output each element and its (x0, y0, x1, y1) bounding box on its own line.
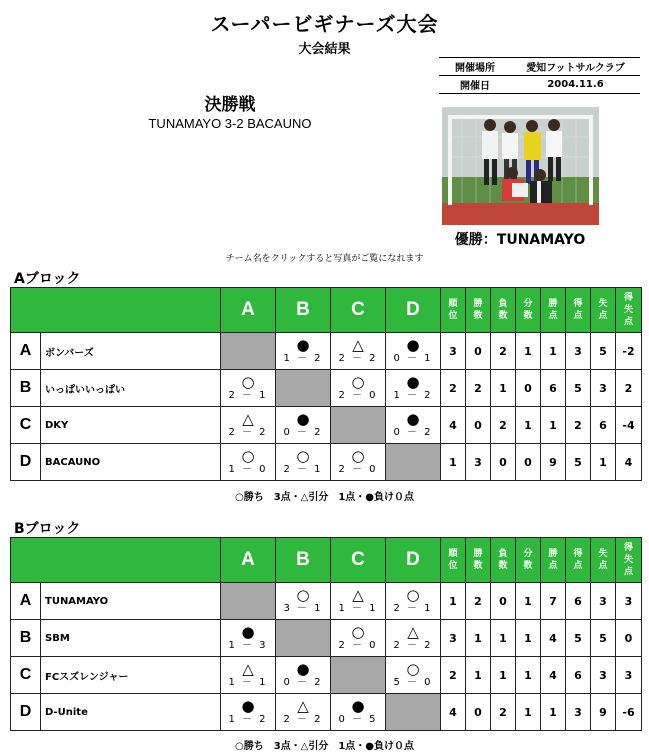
row-label: D (11, 694, 41, 731)
stat-value: 3 (591, 657, 616, 694)
venue-label: 開催場所 (439, 58, 511, 76)
stat-value: 2 (441, 370, 466, 407)
stat-header: 負数 (491, 288, 516, 333)
date-value: 2004.11.6 (511, 76, 640, 94)
match-result-cell (221, 407, 276, 444)
self-match-cell (221, 333, 276, 370)
stat-value: 3 (591, 370, 616, 407)
stat-value: 0 (516, 370, 541, 407)
stat-value: -6 (616, 694, 642, 731)
result-symbol: ○ (406, 660, 420, 678)
match-score: 1 － 2 (228, 714, 268, 725)
result-symbol: ○ (296, 586, 310, 604)
stat-value: 2 (491, 333, 516, 370)
stat-value: 3 (616, 657, 642, 694)
stat-header: 分数 (516, 538, 541, 583)
result-symbol: ○ (351, 623, 365, 641)
stat-value: 5 (566, 444, 591, 481)
match-result-cell (331, 444, 386, 481)
stat-value: 1 (441, 583, 466, 620)
table-row (11, 657, 642, 694)
result-symbol: ● (296, 660, 310, 678)
click-note: チーム名をクリックすると写真がご覧になれます (225, 254, 424, 264)
stat-value: 1 (491, 370, 516, 407)
row-label: C (11, 657, 41, 694)
stat-value: 1 (591, 444, 616, 481)
stat-header: 勝点 (541, 288, 566, 333)
page-subtitle: 大会結果 (298, 42, 351, 57)
match-result-cell (221, 444, 276, 481)
match-result-cell (331, 370, 386, 407)
stat-value: 0 (491, 583, 516, 620)
stat-value: 3 (466, 444, 491, 481)
result-symbol: ● (241, 623, 255, 641)
stat-value: 0 (466, 333, 491, 370)
stat-value: 3 (441, 620, 466, 657)
match-result-cell (386, 620, 441, 657)
stat-value: 1 (516, 620, 541, 657)
stat-value: 9 (541, 444, 566, 481)
table-row (11, 620, 642, 657)
self-match-cell (221, 583, 276, 620)
result-symbol: ○ (241, 373, 255, 391)
match-result-cell (276, 694, 331, 731)
stat-value: 4 (616, 444, 642, 481)
match-result-cell (221, 620, 276, 657)
match-score: 1 － 2 (393, 390, 433, 401)
stat-value: 1 (491, 620, 516, 657)
stat-value: 1 (491, 657, 516, 694)
match-score: 2 － 1 (228, 390, 268, 401)
result-symbol: △ (352, 336, 364, 354)
self-match-cell (386, 694, 441, 731)
page-title: スーパービギナーズ大会 (210, 12, 439, 36)
stat-value: 2 (466, 370, 491, 407)
result-symbol: ● (406, 373, 420, 391)
team-name-link[interactable]: SBM (41, 620, 221, 657)
stat-value: 1 (516, 583, 541, 620)
result-symbol: ● (406, 336, 420, 354)
result-symbol: ● (296, 410, 310, 428)
match-score: 2 － 1 (393, 603, 433, 614)
stat-value: 2 (491, 694, 516, 731)
block-a-table (10, 287, 642, 481)
match-score: 0 － 5 (338, 714, 378, 725)
stat-header: 勝数 (466, 538, 491, 583)
result-symbol: ○ (241, 447, 255, 465)
venue-info-table (439, 57, 640, 94)
stat-value: 1 (541, 407, 566, 444)
stat-value: 1 (516, 333, 541, 370)
team-name-link[interactable]: BACAUNO (41, 444, 221, 481)
result-symbol: ● (351, 697, 365, 715)
self-match-cell (386, 444, 441, 481)
stat-value: 3 (566, 694, 591, 731)
match-result-cell (221, 694, 276, 731)
self-match-cell (276, 370, 331, 407)
row-label: D (11, 444, 41, 481)
match-result-cell (276, 657, 331, 694)
stat-value: 2 (491, 407, 516, 444)
match-score: 2 － 0 (338, 390, 378, 401)
stat-value: 1 (541, 694, 566, 731)
stat-value: 0 (516, 444, 541, 481)
match-score: 0 － 2 (393, 427, 433, 438)
match-score: 1 － 1 (228, 677, 268, 688)
stat-header: 得失点 (616, 538, 642, 583)
result-symbol: △ (407, 623, 419, 641)
row-label: B (11, 370, 41, 407)
row-label: A (11, 333, 41, 370)
col-header-a: A (221, 288, 276, 333)
table-row (11, 370, 642, 407)
winner-label: 優勝：TUNAMAYO (454, 232, 586, 248)
stat-value: 0 (491, 444, 516, 481)
match-result-cell (276, 444, 331, 481)
stat-value: 1 (441, 444, 466, 481)
stat-value: 4 (541, 657, 566, 694)
col-header-c: C (331, 538, 386, 583)
stat-value: 6 (591, 407, 616, 444)
stat-value: -4 (616, 407, 642, 444)
match-score: 1 － 0 (228, 464, 268, 475)
match-score: 5 － 0 (393, 677, 433, 688)
block-b-legend: ○勝ち 3点・△引分 1点・●負け０点 (234, 741, 415, 752)
match-result-cell (331, 620, 386, 657)
match-result-cell (276, 583, 331, 620)
col-header-b: B (276, 288, 331, 333)
venue-value: 愛知フットサルクラブ (511, 58, 640, 76)
match-result-cell (276, 407, 331, 444)
stat-header: 分数 (516, 288, 541, 333)
stat-value: 0 (466, 694, 491, 731)
table-header-row (11, 538, 642, 583)
match-score: 2 － 2 (338, 353, 378, 364)
stat-value: 6 (566, 657, 591, 694)
match-result-cell (331, 333, 386, 370)
stat-header: 得失点 (616, 288, 642, 333)
result-symbol: △ (352, 586, 364, 604)
stat-header: 失点 (591, 538, 616, 583)
stat-value: 5 (566, 620, 591, 657)
match-score: 1 － 3 (228, 640, 268, 651)
date-label: 開催日 (439, 76, 511, 94)
match-result-cell (386, 657, 441, 694)
team-name-link[interactable]: D-Unite (41, 694, 221, 731)
stat-value: 2 (616, 370, 642, 407)
col-header-d: D (386, 288, 441, 333)
row-label: B (11, 620, 41, 657)
stat-value: 4 (441, 694, 466, 731)
self-match-cell (276, 620, 331, 657)
stat-header: 得点 (566, 538, 591, 583)
stat-value: 3 (566, 333, 591, 370)
col-header-b: B (276, 538, 331, 583)
result-symbol: ○ (351, 447, 365, 465)
result-symbol: △ (242, 410, 254, 428)
result-symbol: ○ (296, 447, 310, 465)
stat-value: 0 (616, 620, 642, 657)
stat-value: 1 (466, 657, 491, 694)
result-symbol: ● (406, 410, 420, 428)
row-label: C (11, 407, 41, 444)
match-result-cell (386, 333, 441, 370)
block-a-title: Aブロック (14, 271, 81, 287)
table-row (11, 583, 642, 620)
stat-value: 1 (516, 407, 541, 444)
stat-value: 5 (591, 333, 616, 370)
match-score: 0 － 2 (283, 677, 323, 688)
result-symbol: ● (296, 336, 310, 354)
team-name-link[interactable]: いっぱいいっぱい (41, 370, 221, 407)
stat-value: 1 (516, 657, 541, 694)
table-row (11, 694, 642, 731)
stat-value: 2 (566, 407, 591, 444)
match-score: 1 － 2 (283, 353, 323, 364)
final-heading: 決勝戦 (204, 95, 256, 115)
stat-value: 1 (516, 694, 541, 731)
match-score: 2 － 2 (283, 714, 323, 725)
stat-value: 2 (441, 657, 466, 694)
stat-value: 5 (566, 370, 591, 407)
block-b-title: Bブロック (14, 521, 81, 537)
match-score: 2 － 2 (393, 640, 433, 651)
stat-value: 2 (466, 583, 491, 620)
col-header-c: C (331, 288, 386, 333)
team-name-link[interactable]: FCスズレンジャー (41, 657, 221, 694)
col-header-d: D (386, 538, 441, 583)
stat-value: 1 (541, 333, 566, 370)
stat-value: -2 (616, 333, 642, 370)
stat-header: 失点 (591, 288, 616, 333)
stat-value: 0 (466, 407, 491, 444)
table-row (11, 333, 642, 370)
match-result-cell (331, 583, 386, 620)
team-photo-image (442, 107, 599, 225)
team-name-link[interactable]: DKY (41, 407, 221, 444)
match-result-cell (331, 694, 386, 731)
stat-header: 得点 (566, 288, 591, 333)
match-score: 2 － 0 (338, 464, 378, 475)
header-blank (11, 538, 221, 583)
stat-value: 7 (541, 583, 566, 620)
self-match-cell (331, 407, 386, 444)
match-result-cell (386, 370, 441, 407)
row-label: A (11, 583, 41, 620)
table-row (11, 407, 642, 444)
stat-value: 5 (591, 620, 616, 657)
stat-value: 1 (466, 620, 491, 657)
match-result-cell (221, 657, 276, 694)
stat-value: 3 (591, 583, 616, 620)
result-symbol: ○ (406, 586, 420, 604)
match-score: 0 － 2 (283, 427, 323, 438)
match-score: 2 － 0 (338, 640, 378, 651)
stat-value: 4 (541, 620, 566, 657)
stat-value: 6 (541, 370, 566, 407)
stat-header: 勝数 (466, 288, 491, 333)
stat-value: 3 (616, 583, 642, 620)
match-score: 2 － 1 (283, 464, 323, 475)
result-symbol: △ (297, 697, 309, 715)
match-score: 3 － 1 (283, 603, 323, 614)
match-result-cell (276, 333, 331, 370)
stat-value: 6 (566, 583, 591, 620)
match-score: 2 － 2 (228, 427, 268, 438)
winner-photo[interactable] (442, 107, 599, 225)
match-score: 0 － 1 (393, 353, 433, 364)
final-score: TUNAMAYO 3-2 BACAUNO (148, 116, 312, 131)
self-match-cell (331, 657, 386, 694)
block-a-legend: ○勝ち 3点・△引分 1点・●負け０点 (234, 492, 415, 503)
match-result-cell (386, 407, 441, 444)
result-symbol: ● (241, 697, 255, 715)
match-result-cell (386, 583, 441, 620)
stat-header: 勝点 (541, 538, 566, 583)
block-b-table (10, 537, 642, 731)
stat-value: 9 (591, 694, 616, 731)
table-row (11, 444, 642, 481)
stat-value: 4 (441, 407, 466, 444)
team-name-link[interactable]: TUNAMAYO (41, 583, 221, 620)
stat-header: 順位 (441, 288, 466, 333)
col-header-a: A (221, 538, 276, 583)
stat-value: 3 (441, 333, 466, 370)
team-name-link[interactable]: ボンバーズ (41, 333, 221, 370)
match-result-cell (221, 370, 276, 407)
result-symbol: ○ (351, 373, 365, 391)
result-symbol: △ (242, 660, 254, 678)
table-header-row (11, 288, 642, 333)
match-score: 1 － 1 (338, 603, 378, 614)
stat-header: 負数 (491, 538, 516, 583)
header-blank (11, 288, 221, 333)
stat-header: 順位 (441, 538, 466, 583)
